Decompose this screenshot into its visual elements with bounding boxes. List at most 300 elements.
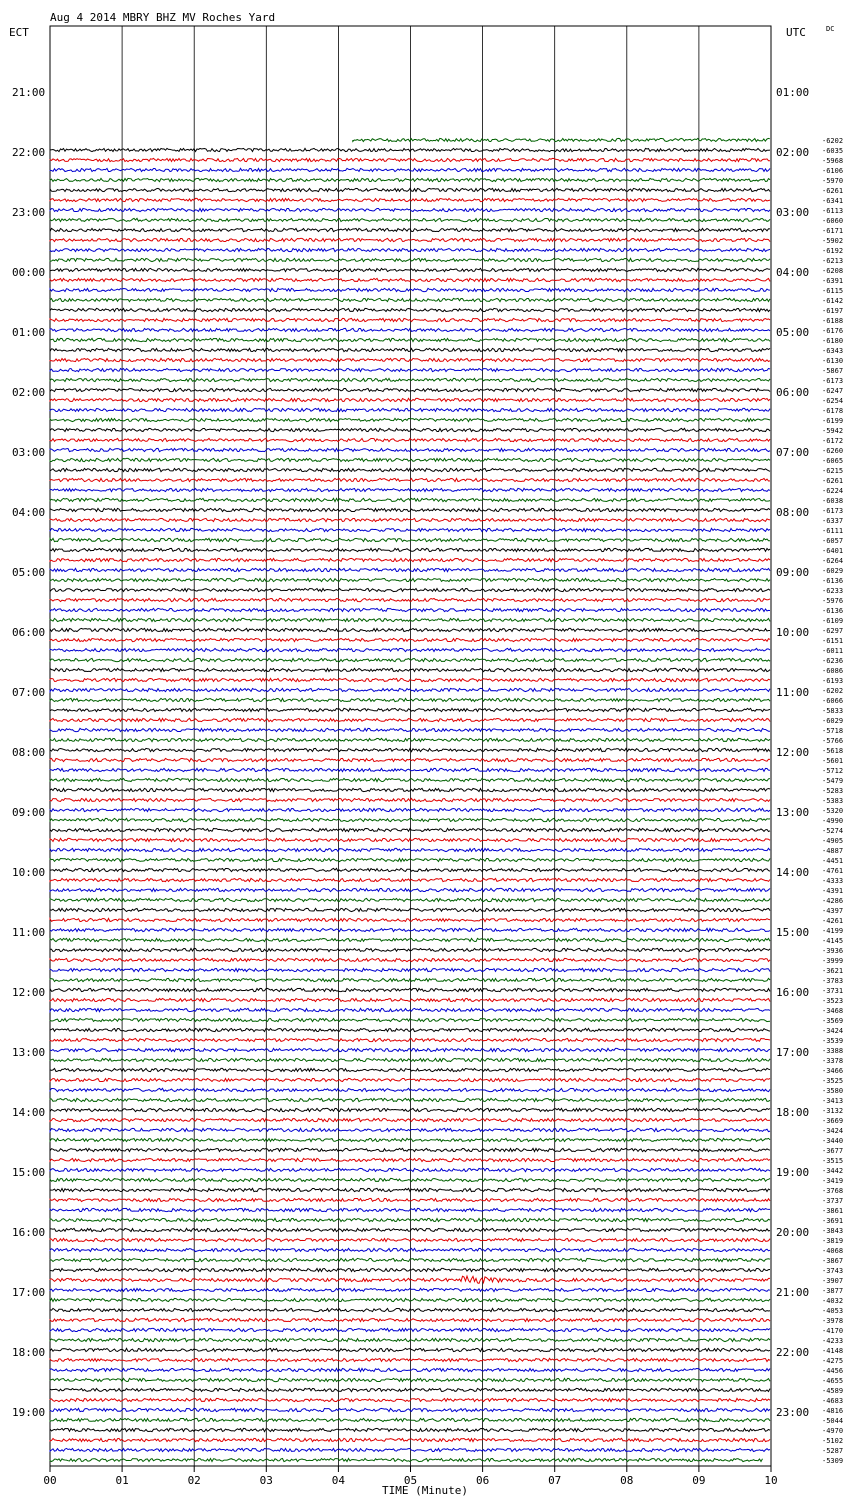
dc-offset-label: -6029: [822, 717, 844, 725]
dc-offset-label: -4261: [822, 917, 844, 925]
trace-row-130: [50, 1438, 770, 1441]
trace-row-9: [50, 228, 770, 231]
trace-row-65: [50, 788, 770, 791]
trace-row-59: [50, 728, 770, 731]
dc-offset-label: -4170: [822, 1327, 844, 1335]
ect-hour-label: 18:00: [12, 1346, 46, 1359]
ect-hour-label: 21:00: [12, 86, 46, 99]
trace-row-122: [50, 1358, 770, 1361]
trace-row-103: [50, 1168, 770, 1171]
dc-offset-label: -5283: [822, 787, 844, 795]
trace-row-52: [50, 658, 770, 661]
dc-offset-label: -6130: [822, 357, 844, 365]
trace-row-86: [50, 998, 770, 1001]
trace-row-24: [50, 378, 770, 381]
trace-row-3: [50, 168, 770, 171]
dc-offset-label: -4655: [822, 1377, 844, 1385]
trace-row-54: [50, 678, 770, 681]
utc-hour-label: 17:00: [776, 1046, 810, 1059]
x-tick-label: 02: [187, 1474, 201, 1487]
dc-offset-label: -4286: [822, 897, 844, 905]
trace-row-75: [50, 888, 770, 891]
dc-offset-label: -4887: [822, 847, 844, 855]
dc-offset-label: -3978: [822, 1317, 844, 1325]
ect-hour-label: 07:00: [12, 686, 46, 699]
trace-row-50: [50, 638, 770, 641]
dc-offset-label: -6029: [822, 567, 844, 575]
dc-offset-label: -6202: [822, 137, 844, 145]
ect-hour-label: 14:00: [12, 1106, 46, 1119]
trace-row-72: [50, 858, 770, 861]
trace-row-10: [50, 238, 770, 241]
trace-row-53: [50, 668, 770, 671]
trace-row-114: [50, 1276, 770, 1283]
dc-offset-label: -6011: [822, 647, 844, 655]
dc-offset-label: -6343: [822, 347, 844, 355]
trace-row-45: [50, 588, 770, 591]
trace-row-68: [50, 818, 770, 821]
dc-offset-label: -5976: [822, 597, 844, 605]
utc-hour-label: 04:00: [776, 266, 810, 279]
dc-offset-label: -5383: [822, 797, 844, 805]
trace-row-49: [50, 628, 770, 631]
trace-row-110: [50, 1238, 770, 1241]
dc-offset-label: -5942: [822, 427, 844, 435]
trace-row-66: [50, 798, 770, 801]
dc-offset-label: -5970: [822, 177, 844, 185]
trace-row-87: [50, 1008, 770, 1011]
trace-row-116: [50, 1298, 770, 1301]
trace-row-44: [50, 578, 770, 581]
dc-column-label: DC: [826, 25, 835, 33]
dc-offset-label: -3539: [822, 1037, 844, 1045]
trace-row-120: [50, 1338, 770, 1341]
trace-row-121: [50, 1348, 770, 1351]
trace-row-125: [50, 1388, 770, 1391]
dc-offset-label: -4199: [822, 927, 844, 935]
dc-offset-label: -6176: [822, 327, 844, 335]
trace-row-39: [50, 528, 770, 531]
dc-offset-label: -3691: [822, 1217, 844, 1225]
dc-offset-label: -4905: [822, 837, 844, 845]
utc-hour-label: 07:00: [776, 446, 810, 459]
dc-offset-label: -5287: [822, 1447, 844, 1455]
utc-hour-label: 12:00: [776, 746, 810, 759]
trace-row-34: [50, 478, 770, 481]
dc-offset-label: -6180: [822, 337, 844, 345]
dc-offset-label: -6261: [822, 477, 844, 485]
utc-hour-label: 23:00: [776, 1406, 810, 1419]
trace-row-5: [50, 188, 770, 191]
dc-offset-labels: [822, 137, 843, 1465]
trace-row-77: [50, 908, 770, 911]
utc-hour-label: 03:00: [776, 206, 810, 219]
trace-row-112: [50, 1258, 770, 1261]
dc-offset-label: -5833: [822, 707, 844, 715]
dc-offset-label: -4233: [822, 1337, 844, 1345]
dc-offset-label: -6215: [822, 467, 844, 475]
dc-offset-label: -6297: [822, 627, 844, 635]
x-tick-label: 00: [43, 1474, 57, 1487]
dc-offset-label: -5044: [822, 1417, 844, 1425]
dc-offset-label: -4397: [822, 907, 844, 915]
x-tick-label: 10: [764, 1474, 778, 1487]
utc-hour-label: 02:00: [776, 146, 810, 159]
ect-hour-label: 01:00: [12, 326, 46, 339]
dc-offset-label: -6113: [822, 207, 844, 215]
dc-offset-label: -3523: [822, 997, 844, 1005]
ect-hour-label: 09:00: [12, 806, 46, 819]
ect-hour-label: 17:00: [12, 1286, 46, 1299]
x-tick-label: 01: [115, 1474, 129, 1487]
dc-offset-label: -6341: [822, 197, 844, 205]
trace-row-30: [50, 438, 770, 441]
dc-offset-label: -6337: [822, 517, 844, 525]
dc-offset-label: -3819: [822, 1237, 844, 1245]
trace-row-84: [50, 978, 770, 981]
trace-row-129: [50, 1428, 770, 1431]
trace-row-62: [50, 758, 770, 761]
dc-offset-label: -3936: [822, 947, 844, 955]
trace-row-35: [50, 488, 770, 491]
ect-hour-label: 22:00: [12, 146, 46, 159]
dc-offset-label: -3378: [822, 1057, 844, 1065]
dc-offset-label: -3413: [822, 1097, 844, 1105]
dc-offset-label: -6199: [822, 417, 844, 425]
utc-hour-label: 21:00: [776, 1286, 810, 1299]
trace-row-106: [50, 1198, 770, 1201]
dc-offset-label: -6057: [822, 537, 844, 545]
dc-offset-label: -4816: [822, 1407, 844, 1415]
trace-row-2: [50, 158, 770, 161]
utc-hour-label: 14:00: [776, 866, 810, 879]
trace-row-85: [50, 988, 770, 991]
ect-hour-label: 15:00: [12, 1166, 46, 1179]
trace-row-33: [50, 468, 770, 471]
dc-offset-label: -3669: [822, 1117, 844, 1125]
utc-hour-label: 09:00: [776, 566, 810, 579]
trace-row-115: [50, 1288, 770, 1291]
trace-row-28: [50, 418, 770, 421]
dc-offset-label: -3440: [822, 1137, 844, 1145]
trace-row-55: [50, 688, 770, 691]
dc-offset-label: -5102: [822, 1437, 844, 1445]
trace-row-11: [50, 248, 770, 251]
trace-row-23: [50, 368, 770, 371]
utc-hour-label: 01:00: [776, 86, 810, 99]
trace-row-48: [50, 618, 770, 621]
trace-row-7: [50, 208, 770, 211]
ect-hour-label: 12:00: [12, 986, 46, 999]
dc-offset-label: -6188: [822, 317, 844, 325]
dc-offset-label: -6066: [822, 697, 844, 705]
trace-row-38: [50, 518, 770, 521]
trace-row-123: [50, 1368, 770, 1371]
trace-row-19: [50, 328, 770, 331]
x-tick-label: 05: [403, 1474, 418, 1487]
dc-offset-label: -6109: [822, 617, 844, 625]
trace-row-14: [50, 278, 770, 281]
trace-row-32: [50, 458, 770, 461]
trace-row-124: [50, 1378, 770, 1381]
trace-row-22: [50, 358, 770, 361]
ect-hour-label: 13:00: [12, 1046, 46, 1059]
trace-row-107: [50, 1208, 770, 1211]
trace-row-64: [50, 778, 770, 781]
dc-offset-label: -6086: [822, 667, 844, 675]
trace-row-93: [50, 1068, 770, 1071]
dc-offset-label: -6202: [822, 687, 844, 695]
trace-row-132: [50, 1458, 763, 1461]
dc-offset-label: -6038: [822, 497, 844, 505]
trace-row-105: [50, 1188, 770, 1191]
trace-row-40: [50, 538, 770, 541]
chart-title: Aug 4 2014 MBRY BHZ MV Roches Yard: [50, 11, 276, 24]
trace-row-0: [353, 138, 770, 141]
trace-row-89: [50, 1028, 770, 1031]
dc-offset-label: -3867: [822, 1257, 844, 1265]
dc-offset-label: -5902: [822, 237, 844, 245]
utc-axis-label: UTC: [786, 26, 806, 39]
ect-hour-label: 05:00: [12, 566, 46, 579]
utc-hour-label: 06:00: [776, 386, 810, 399]
trace-row-61: [50, 748, 770, 751]
dc-offset-label: -4032: [822, 1297, 844, 1305]
trace-row-94: [50, 1078, 770, 1081]
trace-row-57: [50, 708, 770, 711]
trace-row-126: [50, 1398, 770, 1401]
utc-hour-label: 18:00: [776, 1106, 810, 1119]
trace-row-74: [50, 878, 770, 881]
trace-row-70: [50, 838, 770, 841]
utc-hour-label: 08:00: [776, 506, 810, 519]
dc-offset-label: -5766: [822, 737, 844, 745]
x-tick-label: 08: [620, 1474, 634, 1487]
dc-offset-label: -3525: [822, 1077, 844, 1085]
dc-offset-label: -5618: [822, 747, 844, 755]
ect-hour-label: 23:00: [12, 206, 46, 219]
dc-offset-label: -6264: [822, 557, 844, 565]
trace-row-80: [50, 938, 770, 941]
ect-hour-label: 10:00: [12, 866, 46, 879]
dc-offset-label: -6401: [822, 547, 844, 555]
utc-hour-label: 10:00: [776, 626, 810, 639]
trace-row-51: [50, 648, 770, 651]
dc-offset-label: -3132: [822, 1107, 844, 1115]
trace-row-83: [50, 968, 770, 971]
trace-row-100: [50, 1138, 770, 1141]
dc-offset-label: -3861: [822, 1207, 844, 1215]
trace-row-21: [50, 348, 770, 351]
dc-offset-label: -3877: [822, 1287, 844, 1295]
x-tick-label: 06: [475, 1474, 490, 1487]
trace-row-109: [50, 1228, 770, 1231]
dc-offset-label: -5601: [822, 757, 844, 765]
trace-row-58: [50, 718, 770, 721]
dc-offset-label: -3388: [822, 1047, 844, 1055]
trace-row-91: [50, 1048, 770, 1051]
trace-row-111: [50, 1248, 770, 1251]
utc-hour-label: 15:00: [776, 926, 810, 939]
dc-offset-label: -4145: [822, 937, 844, 945]
dc-offset-label: -3999: [822, 957, 844, 965]
dc-offset-label: -6247: [822, 387, 844, 395]
dc-offset-label: -6193: [822, 677, 844, 685]
trace-row-63: [50, 768, 770, 771]
dc-offset-label: -4275: [822, 1357, 844, 1365]
trace-row-12: [50, 258, 770, 261]
dc-offset-label: -6254: [822, 397, 844, 405]
dc-offset-label: -3621: [822, 967, 844, 975]
dc-offset-label: -6171: [822, 227, 844, 235]
dc-offset-label: -5867: [822, 367, 844, 375]
trace-row-118: [50, 1318, 770, 1321]
ect-hour-label: 04:00: [12, 506, 46, 519]
dc-offset-label: -6391: [822, 277, 844, 285]
ect-hour-label: 02:00: [12, 386, 46, 399]
trace-row-1: [50, 148, 770, 151]
ect-hour-label: 03:00: [12, 446, 46, 459]
dc-offset-label: -6136: [822, 607, 844, 615]
dc-offset-label: -4761: [822, 867, 844, 875]
utc-hour-label: 05:00: [776, 326, 810, 339]
trace-row-18: [50, 318, 770, 321]
dc-offset-label: -6192: [822, 247, 844, 255]
dc-offset-label: -4068: [822, 1247, 844, 1255]
dc-offset-label: -3768: [822, 1187, 844, 1195]
x-tick-label: 07: [548, 1474, 562, 1487]
x-tick-label: 03: [259, 1474, 273, 1487]
trace-row-127: [50, 1408, 770, 1411]
trace-row-15: [50, 288, 770, 291]
dc-offset-label: -6136: [822, 577, 844, 585]
trace-row-81: [50, 948, 770, 951]
trace-row-128: [50, 1418, 770, 1421]
trace-row-96: [50, 1098, 770, 1101]
dc-offset-label: -3442: [822, 1167, 844, 1175]
dc-offset-label: -3424: [822, 1027, 844, 1035]
ect-hour-label: 08:00: [12, 746, 46, 759]
dc-offset-label: -3569: [822, 1017, 844, 1025]
ect-hour-label: 16:00: [12, 1226, 46, 1239]
dc-offset-label: -6173: [822, 377, 844, 385]
dc-offset-label: -6111: [822, 527, 844, 535]
dc-offset-label: -5309: [822, 1457, 844, 1465]
x-tick-label: 04: [331, 1474, 346, 1487]
trace-row-46: [50, 598, 770, 601]
dc-offset-label: -3731: [822, 987, 844, 995]
dc-offset-label: -6208: [822, 267, 844, 275]
utc-hour-label: 13:00: [776, 806, 810, 819]
dc-offset-label: -3783: [822, 977, 844, 985]
dc-offset-label: -3737: [822, 1197, 844, 1205]
trace-row-8: [50, 218, 770, 221]
dc-offset-label: -5718: [822, 727, 844, 735]
trace-row-13: [50, 268, 770, 271]
dc-offset-label: -6178: [822, 407, 844, 415]
trace-row-47: [50, 608, 770, 611]
trace-row-42: [50, 558, 770, 561]
trace-row-17: [50, 308, 770, 311]
trace-row-95: [50, 1088, 770, 1091]
trace-row-108: [50, 1218, 770, 1221]
trace-row-92: [50, 1058, 770, 1061]
utc-hour-label: 22:00: [776, 1346, 810, 1359]
trace-row-104: [50, 1178, 770, 1181]
dc-offset-label: -6060: [822, 217, 844, 225]
dc-offset-label: -3907: [822, 1277, 844, 1285]
dc-offset-label: -6106: [822, 167, 844, 175]
dc-offset-label: -6213: [822, 257, 844, 265]
trace-row-82: [50, 958, 770, 961]
trace-row-101: [50, 1148, 770, 1151]
dc-offset-label: -4451: [822, 857, 844, 865]
dc-offset-label: -6224: [822, 487, 844, 495]
trace-row-37: [50, 508, 770, 511]
trace-row-56: [50, 698, 770, 701]
trace-row-88: [50, 1018, 770, 1021]
trace-row-98: [50, 1118, 770, 1121]
dc-offset-label: -5479: [822, 777, 844, 785]
trace-row-119: [50, 1328, 770, 1331]
ect-hour-label: 19:00: [12, 1406, 46, 1419]
dc-offset-label: -6151: [822, 637, 844, 645]
trace-row-97: [50, 1108, 770, 1111]
trace-row-27: [50, 408, 770, 411]
dc-offset-label: -3843: [822, 1227, 844, 1235]
dc-offset-label: -6115: [822, 287, 844, 295]
dc-offset-label: -4990: [822, 817, 844, 825]
dc-offset-label: -6142: [822, 297, 844, 305]
dc-offset-label: -5274: [822, 827, 844, 835]
trace-row-20: [50, 338, 770, 341]
dc-offset-label: -5712: [822, 767, 844, 775]
dc-offset-label: -6197: [822, 307, 844, 315]
ect-hour-label: 00:00: [12, 266, 46, 279]
trace-row-73: [50, 868, 770, 871]
ect-hour-label: 06:00: [12, 626, 46, 639]
trace-row-67: [50, 808, 770, 811]
dc-offset-label: -5968: [822, 157, 844, 165]
utc-hour-label: 20:00: [776, 1226, 810, 1239]
ect-axis-label: ECT: [9, 26, 29, 39]
dc-offset-label: -4333: [822, 877, 844, 885]
trace-row-99: [50, 1128, 770, 1131]
trace-row-102: [50, 1158, 770, 1161]
dc-offset-label: -5320: [822, 807, 844, 815]
trace-row-131: [50, 1448, 770, 1451]
utc-hour-label: 11:00: [776, 686, 810, 699]
trace-row-113: [50, 1268, 770, 1271]
ect-hour-label: 11:00: [12, 926, 46, 939]
dc-offset-label: -3466: [822, 1067, 844, 1075]
utc-hour-label: 16:00: [776, 986, 810, 999]
dc-offset-label: -4683: [822, 1397, 844, 1405]
dc-offset-label: -6173: [822, 507, 844, 515]
dc-offset-label: -4970: [822, 1427, 844, 1435]
trace-row-78: [50, 918, 770, 921]
dc-offset-label: -3743: [822, 1267, 844, 1275]
trace-row-16: [50, 298, 770, 301]
dc-offset-label: -6260: [822, 447, 844, 455]
dc-offset-label: -3677: [822, 1147, 844, 1155]
trace-row-25: [50, 388, 770, 391]
trace-row-26: [50, 398, 770, 401]
x-axis-label: TIME (Minute): [381, 1484, 469, 1497]
dc-offset-label: -3468: [822, 1007, 844, 1015]
dc-offset-label: -6261: [822, 187, 844, 195]
dc-offset-label: -4053: [822, 1307, 844, 1315]
